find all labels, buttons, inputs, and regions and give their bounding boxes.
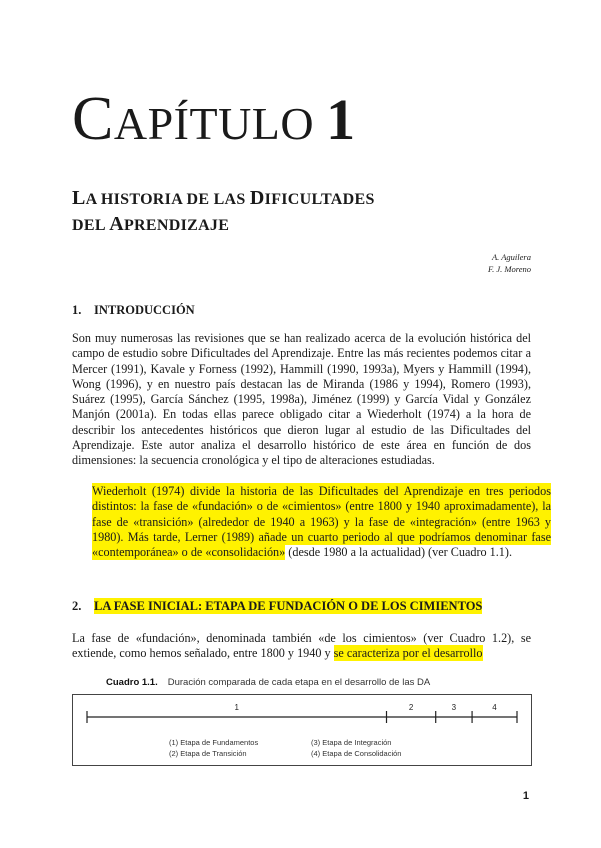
author: F. J. Moreno bbox=[488, 264, 531, 274]
author: A. Aguilera bbox=[491, 252, 531, 262]
legend-column-right bbox=[311, 737, 401, 759]
timeline-segment-label: 1 bbox=[234, 703, 239, 712]
section-heading-introduccion bbox=[72, 301, 195, 319]
subtitle-initial-a: A bbox=[109, 213, 124, 235]
section-number: 1. bbox=[72, 303, 82, 317]
chapter-title bbox=[72, 85, 356, 153]
subtitle-initial-l: L bbox=[72, 187, 86, 209]
authors bbox=[488, 251, 531, 275]
legend-item: (4) Etapa de Consolidación bbox=[311, 749, 402, 758]
section-title-highlighted: LA FASE INICIAL: ETAPA DE FUNDACIÓN O DE LOS CIMIENTOS bbox=[94, 599, 483, 613]
paragraph-text: La fase de «fundación», denominada también «de los cimientos» (ver Cuadro 1.2), se extiende, como hemos señalado, entre 1800 y 1940 y bbox=[72, 631, 531, 661]
section-number: 2. bbox=[72, 599, 82, 613]
caption-text: Duración comparada de cada etapa en el desarrollo de las DA bbox=[167, 677, 431, 688]
section-title: INTRODUCCIÓN bbox=[94, 303, 195, 317]
paragraph-text: (desde 1980 a la actualidad) (ver Cuadro 1.1). bbox=[285, 545, 512, 560]
paragraph-fundacion bbox=[72, 631, 531, 662]
paragraph-wiederholt bbox=[72, 484, 551, 560]
chapter-subtitle bbox=[72, 186, 375, 238]
legend-column-left bbox=[169, 737, 258, 759]
timeline-segment-label: 4 bbox=[492, 703, 497, 712]
paragraph-intro: Son muy numerosas las revisiones que se han realizado acerca de la evolución histórica del campo de estudio sobre Dificultades del Aprendizaje. Entre las más recientes podemos citar a Mercer (1991), Kavale y Forness (1992), Hammill (1990, 1993a), Myers y Hammill (1994), Wong (1996), y en nuestro país destacan las de Miranda (1986 y 1994), Romero (1993), Suárez (1995), García Sánchez (1995, 1998a), Jiménez (1999) y García Vidal y González Manjón (2001a). En todas ellas parece obligado citar a Wiederholt (1974) a la hora de describir los antecedentes históricos que dieron lugar al estudio de las Dificultades del Aprendizaje. Este autor analiza el desarrollo histórico de este área en función de dos dimensiones: la secuencia cronológica y el tipo de alteraciones estudiadas. bbox=[72, 331, 531, 468]
legend-item: (2) Etapa de Transición bbox=[169, 749, 247, 758]
timeline-chart bbox=[73, 695, 531, 735]
legend-item: (1) Etapa de Fundamentos bbox=[169, 738, 259, 747]
chapter-title-initial: C bbox=[72, 85, 114, 153]
subtitle-part: PRENDIZAJE bbox=[123, 217, 230, 234]
timeline-figure bbox=[72, 694, 532, 766]
legend-item: (3) Etapa de Integración bbox=[311, 738, 392, 747]
subtitle-initial-d: D bbox=[249, 187, 265, 209]
caption-label: Cuadro 1.1. bbox=[106, 677, 158, 688]
timeline-segment-label: 3 bbox=[451, 703, 457, 712]
highlighted-text: Wiederholt (1974) divide la historia de las Dificultades del Aprendizaje en tres periodos distintos: la fase de «fundación» o de «cimientos» (entre 1800 y 1940 aproximadamente), la fase de «transición» (alrededor de 1940 a 1963) y la fase de «integración» (entre 1963 y 1980). Más tarde, Lerner (1989) añade un cuarto periodo al que podríamos denominar fase «contemporánea» o de «consolidación» bbox=[92, 484, 551, 560]
section-heading-fase-inicial bbox=[72, 597, 482, 615]
timeline-segment-label: 2 bbox=[408, 703, 414, 712]
highlighted-text: se caracteriza por el desarrollo bbox=[333, 646, 483, 661]
page-number: 1 bbox=[522, 790, 529, 802]
figure-caption bbox=[106, 677, 430, 688]
subtitle-part: IFICULTADES bbox=[264, 191, 375, 208]
chapter-title-rest: APÍTULO bbox=[113, 98, 315, 149]
subtitle-part: A HISTORIA DE LAS bbox=[85, 191, 250, 208]
chapter-number: 1 bbox=[326, 87, 356, 152]
subtitle-part: DEL bbox=[72, 217, 110, 234]
